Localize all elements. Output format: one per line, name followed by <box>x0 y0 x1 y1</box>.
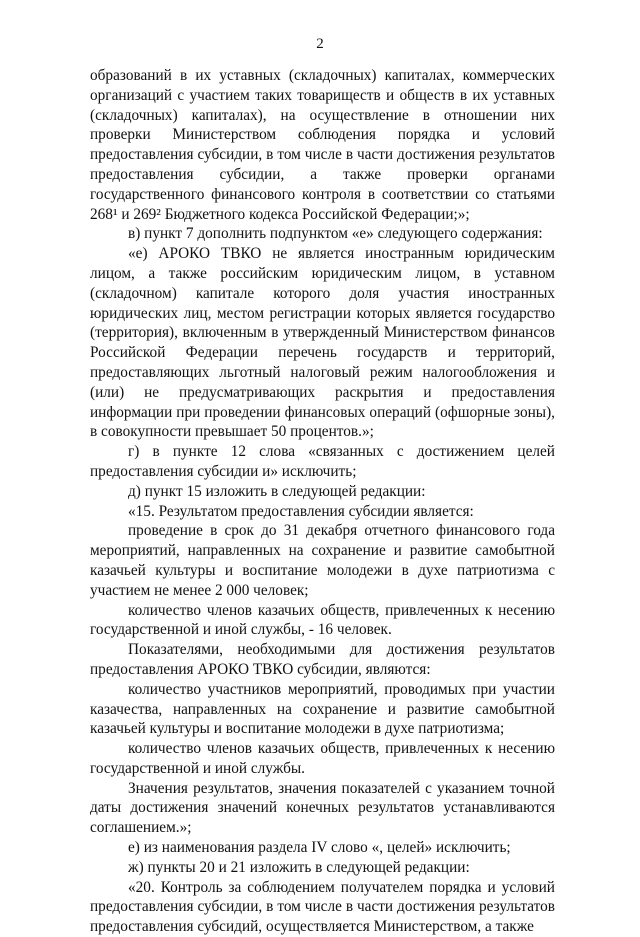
paragraph-item-zh: ж) пункты 20 и 21 изложить в следующей редакции: <box>128 858 470 876</box>
paragraph-result-members: количество членов казачьих обществ, привлеченных к несению государственной и иной службы, - 16 человек. <box>90 601 555 639</box>
page-number: 2 <box>316 36 324 52</box>
paragraph-indicator-members: количество членов казачьих обществ, привлеченных к несению государственной и иной службы. <box>90 740 555 777</box>
paragraph-continuation: образований в их уставных (складочных) капиталах, коммерческих организаций с участием таких товариществ и обществ в их уставных (складочных) капиталах), на осуществление в отношении них проверки Министерством соблюдения порядка и условий предоставления субсидии, в том числе в части достижения результатов предоставления субсидии, а также проверки органами государственного финансового контроля в соответствии со статьями 268¹ и 269² Бюджетного кодекса Российской Федерации;»; <box>90 67 555 223</box>
paragraph-point-15: «15. Результатом предоставления субсидии является: <box>128 502 474 520</box>
paragraph-values: Значения результатов, значения показателей с указанием точной даты достижения значений конечных результатов устанавливаются соглашением.»; <box>90 779 555 837</box>
paragraph-subitem-e: «е) АРОКО ТВКО не является иностранным юридическим лицом, а также российским юридическим лицом, в уставном (складочном) капитале которого доля участия иностранных юридических лиц, местом регистрации которых является государство (территория), включенным в утвержденный Министерством финансов Российской Федерации перечень государств и территорий, предоставляющих льготный налоговый режим налогообложения и (или) не предусматривающих раскрытия и предоставления информации при проведении финансовых операций (офшорные зоны), в совокупности превышает 50 процентов.»; <box>90 245 555 441</box>
document-body <box>90 66 555 937</box>
paragraph-indicator-participants: количество участников мероприятий, проводимых при участии казачества, направленных на сохранение и развитие самобытной казачьей культуры и воспитание молодежи в духе патриотизма; <box>90 680 555 738</box>
paragraph-result-events: проведение в срок до 31 декабря отчетного финансового года мероприятий, направленных на сохранение и развитие самобытной казачьей культуры и воспитание молодежи в духе патриотизма с участием не менее 2 000 человек; <box>90 522 555 599</box>
paragraph-item-e: е) из наименования раздела IV слово «, целей» исключить; <box>128 839 511 857</box>
paragraph-indicators: Показателями, необходимыми для достижения результатов предоставления АРОКО ТВКО субсидии, являются: <box>90 641 555 678</box>
paragraph-point-20: «20. Контроль за соблюдением получателем порядка и условий предоставления субсидии, в том числе в части достижения результатов предоставления субсидий, осуществляется Министерством, а также <box>90 878 555 936</box>
paragraph-item-g: г) в пункте 12 слова «связанных с достижением целей предоставления субсидии и» исключить; <box>90 443 555 480</box>
paragraph-item-v: в) пункт 7 дополнить подпунктом «е» следующего содержания: <box>128 225 543 243</box>
paragraph-item-d: д) пункт 15 изложить в следующей редакции: <box>128 482 426 500</box>
